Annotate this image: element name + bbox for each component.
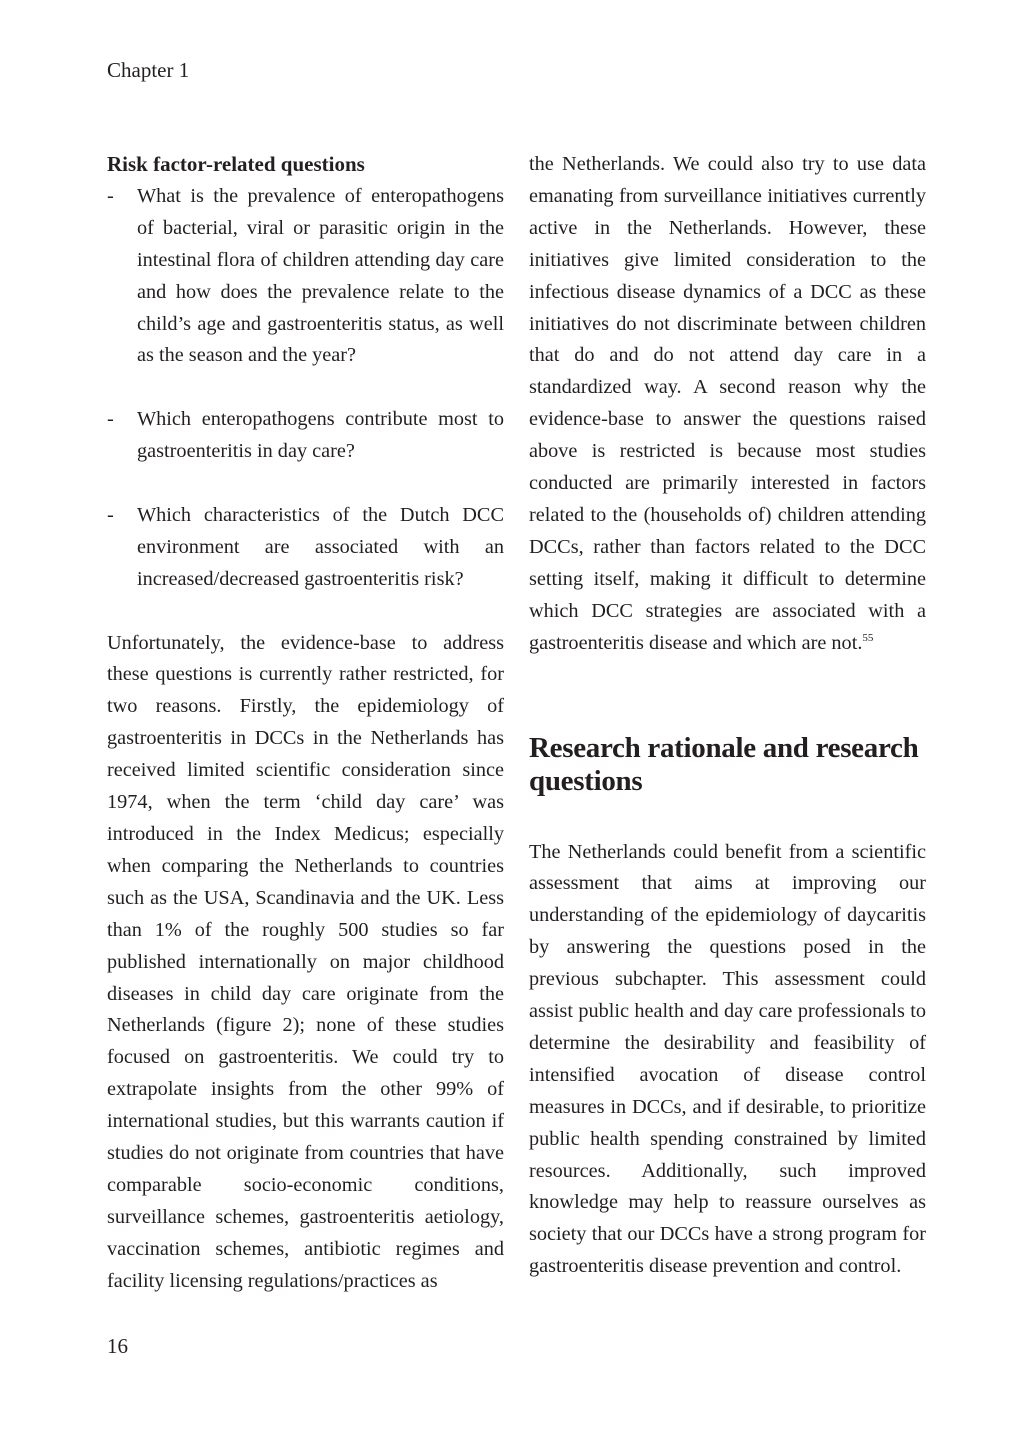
continued-paragraph-text: the Netherlands. We could also try to use data emanating from surveillance initiatives currently active in the Netherlands. However, these initiatives give limited consideration to the infectious disease dynamics of a DCC as these initiatives do not discriminate between children that do and do not attend day care in a standardized way. A second reason why the evidence-base to answer the questions raised above is restricted is because most studies conducted are primarily interested in factors related to the (households of) children attending DCCs, rather than factors related to the DCC setting itself, making it difficult to determine which DCC strategies are associated with a gastroenteritis disease and which are not. xyxy=(529,153,926,654)
section-heading-research-rationale: Research rationale and research questions xyxy=(529,731,919,797)
dash-bullet-icon: - xyxy=(107,503,114,526)
page-number: 16 xyxy=(107,1334,128,1358)
list-item xyxy=(107,404,504,468)
list-item xyxy=(107,181,504,372)
list-item-text: What is the prevalence of enteropathogens of bacterial, viral or parasitic origin in the intestinal flora of children attending day care and how does the prevalence relate to the child’s age and gastroenteritis status, as well as the season and the year? xyxy=(137,184,504,367)
list-item xyxy=(107,500,504,596)
left-column xyxy=(107,149,504,1298)
right-column xyxy=(529,149,926,1283)
footnote-reference[interactable]: 55 xyxy=(862,631,874,644)
dash-bullet-icon: - xyxy=(107,408,114,431)
body-paragraph-continued xyxy=(529,149,926,660)
subheading-risk-factor-questions: Risk factor-related questions xyxy=(107,152,365,176)
running-head-chapter: Chapter 1 xyxy=(107,58,190,82)
body-paragraph-research-rationale: The Netherlands could benefit from a scientific assessment that aims at improving our understanding of the epidemiology of daycaritis by answering the questions posed in the previous subchapter. This assessment could assist public health and day care professionals to determine the desirability and feasibility of intensified avocation of disease control measures in DCCs, and if desirable, to prioritize public health spending constrained by limited resources. Additionally, such improved knowledge may help to reassure ourselves as society that our DCCs have a strong program for gastroenteritis disease prevention and control. xyxy=(529,840,926,1278)
list-item-text: Which characteristics of the Dutch DCC environment are associated with an increased/decreased gastroenteritis risk? xyxy=(137,503,504,590)
dash-bullet-icon: - xyxy=(107,184,114,207)
list-item-text: Which enteropathogens contribute most to gastroenteritis in day care? xyxy=(137,408,504,463)
research-questions-list xyxy=(107,181,504,596)
body-paragraph-evidence-base: Unfortunately, the evidence-base to address these questions is currently rather restricted, for two reasons. Firstly, the epidemiology of gastroenteritis in DCCs in the Netherlands has received limited scientific consideration since 1974, when the term ‘child day care’ was introduced in the Index Medicus; especially when comparing the Netherlands to countries such as the USA, Scandinavia and the UK. Less than 1% of the roughly 500 studies so far published internationally on major childhood diseases in child day care originate from the Netherlands (figure 2); none of these studies focused on gastroenteritis. We could try to extrapolate insights from the other 99% of international studies, but this warrants caution if studies do not originate from countries that have comparable socio-economic conditions, surveillance schemes, gastroenteritis aetiology, vaccination schemes, antibiotic regimes and facility licensing regulations/practices as xyxy=(107,631,504,1292)
